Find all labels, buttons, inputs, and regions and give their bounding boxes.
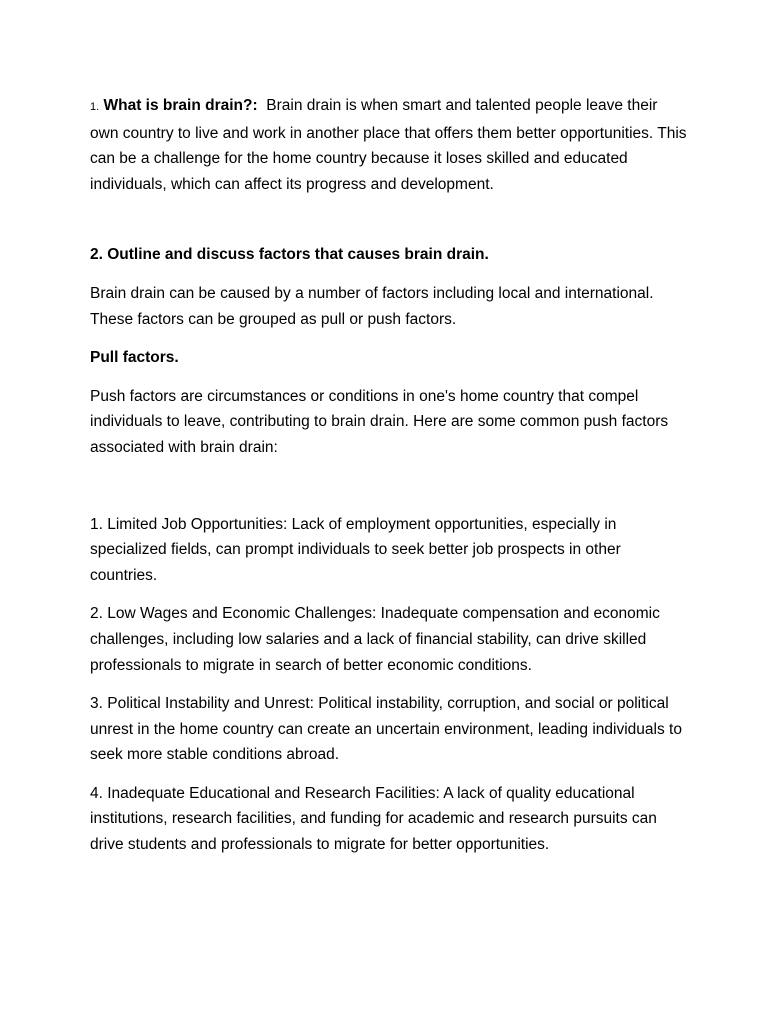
list-item-limited-job-opportunities: 1. Limited Job Opportunities: Lack of employment opportunities, especially in specialized fields, can prompt individuals to seek better job prospects in other countries. [90, 515, 621, 584]
question-1-answer: Brain drain is when smart and talented people leave their own country to live and work in another place that offers them better opportunities. This can be a challenge for the home country because it loses skilled and educated individuals, which can affect its progress and development. [90, 97, 687, 193]
question-1-number: 1. [90, 101, 100, 113]
section-2-intro-paragraph: Brain drain can be caused by a number of factors including local and international. These factors can be grouped as pull or push factors. [90, 284, 654, 328]
push-factors-description: Push factors are circumstances or conditions in one's home country that compel individuals to leave, contributing to brain drain. Here are some common push factors associated with brain drain: [90, 387, 669, 456]
pull-factors-heading: Pull factors. [90, 349, 179, 367]
list-item-inadequate-facilities: 4. Inadequate Educational and Research Facilities: A lack of quality educational institutions, research facilities, and funding for academic and research pursuits can drive students and professionals to migrate for better opportunities. [90, 784, 657, 854]
question-1-paragraph [90, 93, 690, 197]
document-page [90, 93, 690, 871]
section-2-heading: 2. Outline and discuss factors that causes brain drain. [90, 246, 489, 264]
question-1-label: What is brain drain?: [103, 97, 258, 114]
list-item-political-instability: 3. Political Instability and Unrest: Political instability, corruption, and social or political unrest in the home country can create an uncertain environment, leading individuals to seek more stable conditions abroad. [90, 695, 682, 764]
list-item-low-wages: 2. Low Wages and Economic Challenges: Inadequate compensation and economic challenges, including low salaries and a lack of financial stability, can drive skilled professionals to migrate in search of better economic conditions. [90, 605, 660, 674]
